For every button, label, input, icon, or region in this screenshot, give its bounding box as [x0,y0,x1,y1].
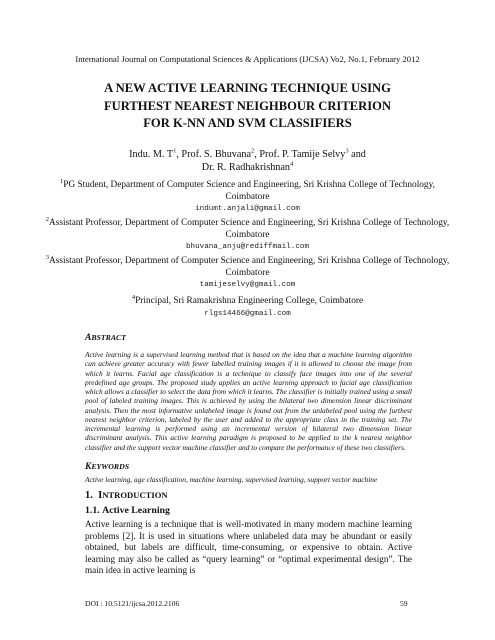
intro-paragraph: Active learning is a technique that is well-motivated in many modern machine learning problems [2]. It is used in situations where unlabeled data may be abundant or easily obtained, but labels are difficult, time-consuming, or expensive to obtain. Active learning may also be called as “query learning” or “optimal experimental design”. The main idea in active learning is [85,519,412,575]
section-heading-introduction: 1. INTRODUCTION [85,490,168,501]
author-1: Indu. M. T [129,149,174,160]
author-2: , Prof. S. Bhuvana [176,149,252,160]
affiliation-4: $^4$Principal, Sri Ramakrishna Engineering College, Coimbatore rlgs14466@gmail.com [131,293,364,318]
paper-title [40,80,455,133]
title-line-1: A NEW ACTIVE LEARNING TECHNIQUE USING [104,81,391,95]
affiliation-2: $^2$Assistant Professor, Department of Computer Science and Engineering, Sri Krishna College of Technology, Coimbatore bhuvana_anju@rediffmail.com [45,215,450,251]
author-list: Indu. M. $T^1$, Prof. S. Bhuvana$^2$, Prof. P. Tamije Selvy$^3$ and Dr. R. Radhakrishnan$^4$ [129,147,366,173]
keywords-heading: KEYWORDS [85,462,130,472]
subsection-heading-active-learning: 1.1. Active Learning [85,505,170,516]
page-number: 59 [400,599,408,608]
email-link[interactable]: rlgs14466@gmail.com [204,309,291,318]
title-line-3: FOR K-NN AND SVM CLASSIFIERS [143,116,352,130]
abstract-text: Active learning is a supervised learning method that is based on the idea that a machine learning algorithm can achieve greater accuracy with fewer labelled training images if it is allowed to choose the image from which it learns. Facial age classification is a technique to classify face images into one of the several predefined age groups. The proposed study applies an active learning approach to facial age classification which allows a classifier to select the data from which it learns. The classifier is initially trained using a small pool of labeled training images. This is achieved by using the bilateral two dimension linear discriminant analysis. Then the most informative unlabeled image is found out from the unlabeled pool using the furthest nearest neighbor criterion, labeled by the user and added to the appropriate class in the training set. The incremental learning is performed using an incremental version of bilateral two dimension linear discriminant analysis. This active learning paradigm is proposed to be applied to the k nearest neighbor classifier and the support vector machine classifier and to compare the performance of these two classifiers. [85,350,412,452]
email-link[interactable]: indumt.anjali@gmail.com [195,205,300,213]
email-link[interactable]: tamijeselvy@gmail.com [199,281,296,289]
doi-footer: DOI : 10.5121/ijcsa.2012.2106 [85,599,180,608]
journal-header: International Journal on Computational Sciences & Applications (IJCSA) Vo2, No.1, February 2012 [75,54,420,64]
title-line-2: FURTHEST NEAREST NEIGHBOUR CRITERION [103,98,392,113]
affiliation-1: $^1$PG Student, Department of Computer Science and Engineering, Sri Krishna College of Technology, Coimbatore indumt.anjali@gmail.com [60,177,435,213]
keywords-text: Active learning, age classification, machine learning, supervised learning, support vector machine [85,475,378,484]
author-3: , Prof. P. Tamije Selvy [254,149,346,160]
email-link[interactable]: bhuvana_anju@rediffmail.com [185,243,310,251]
affiliation-3: $^3$Assistant Professor, Department of Computer Science and Engineering, Sri Krishna College of Technology, Coimbatore tamijeselvy@gmail.com [45,253,450,289]
author-4: Dr. R. Radhakrishnan [201,162,291,173]
abstract-heading: ABSTRACT [85,333,127,343]
